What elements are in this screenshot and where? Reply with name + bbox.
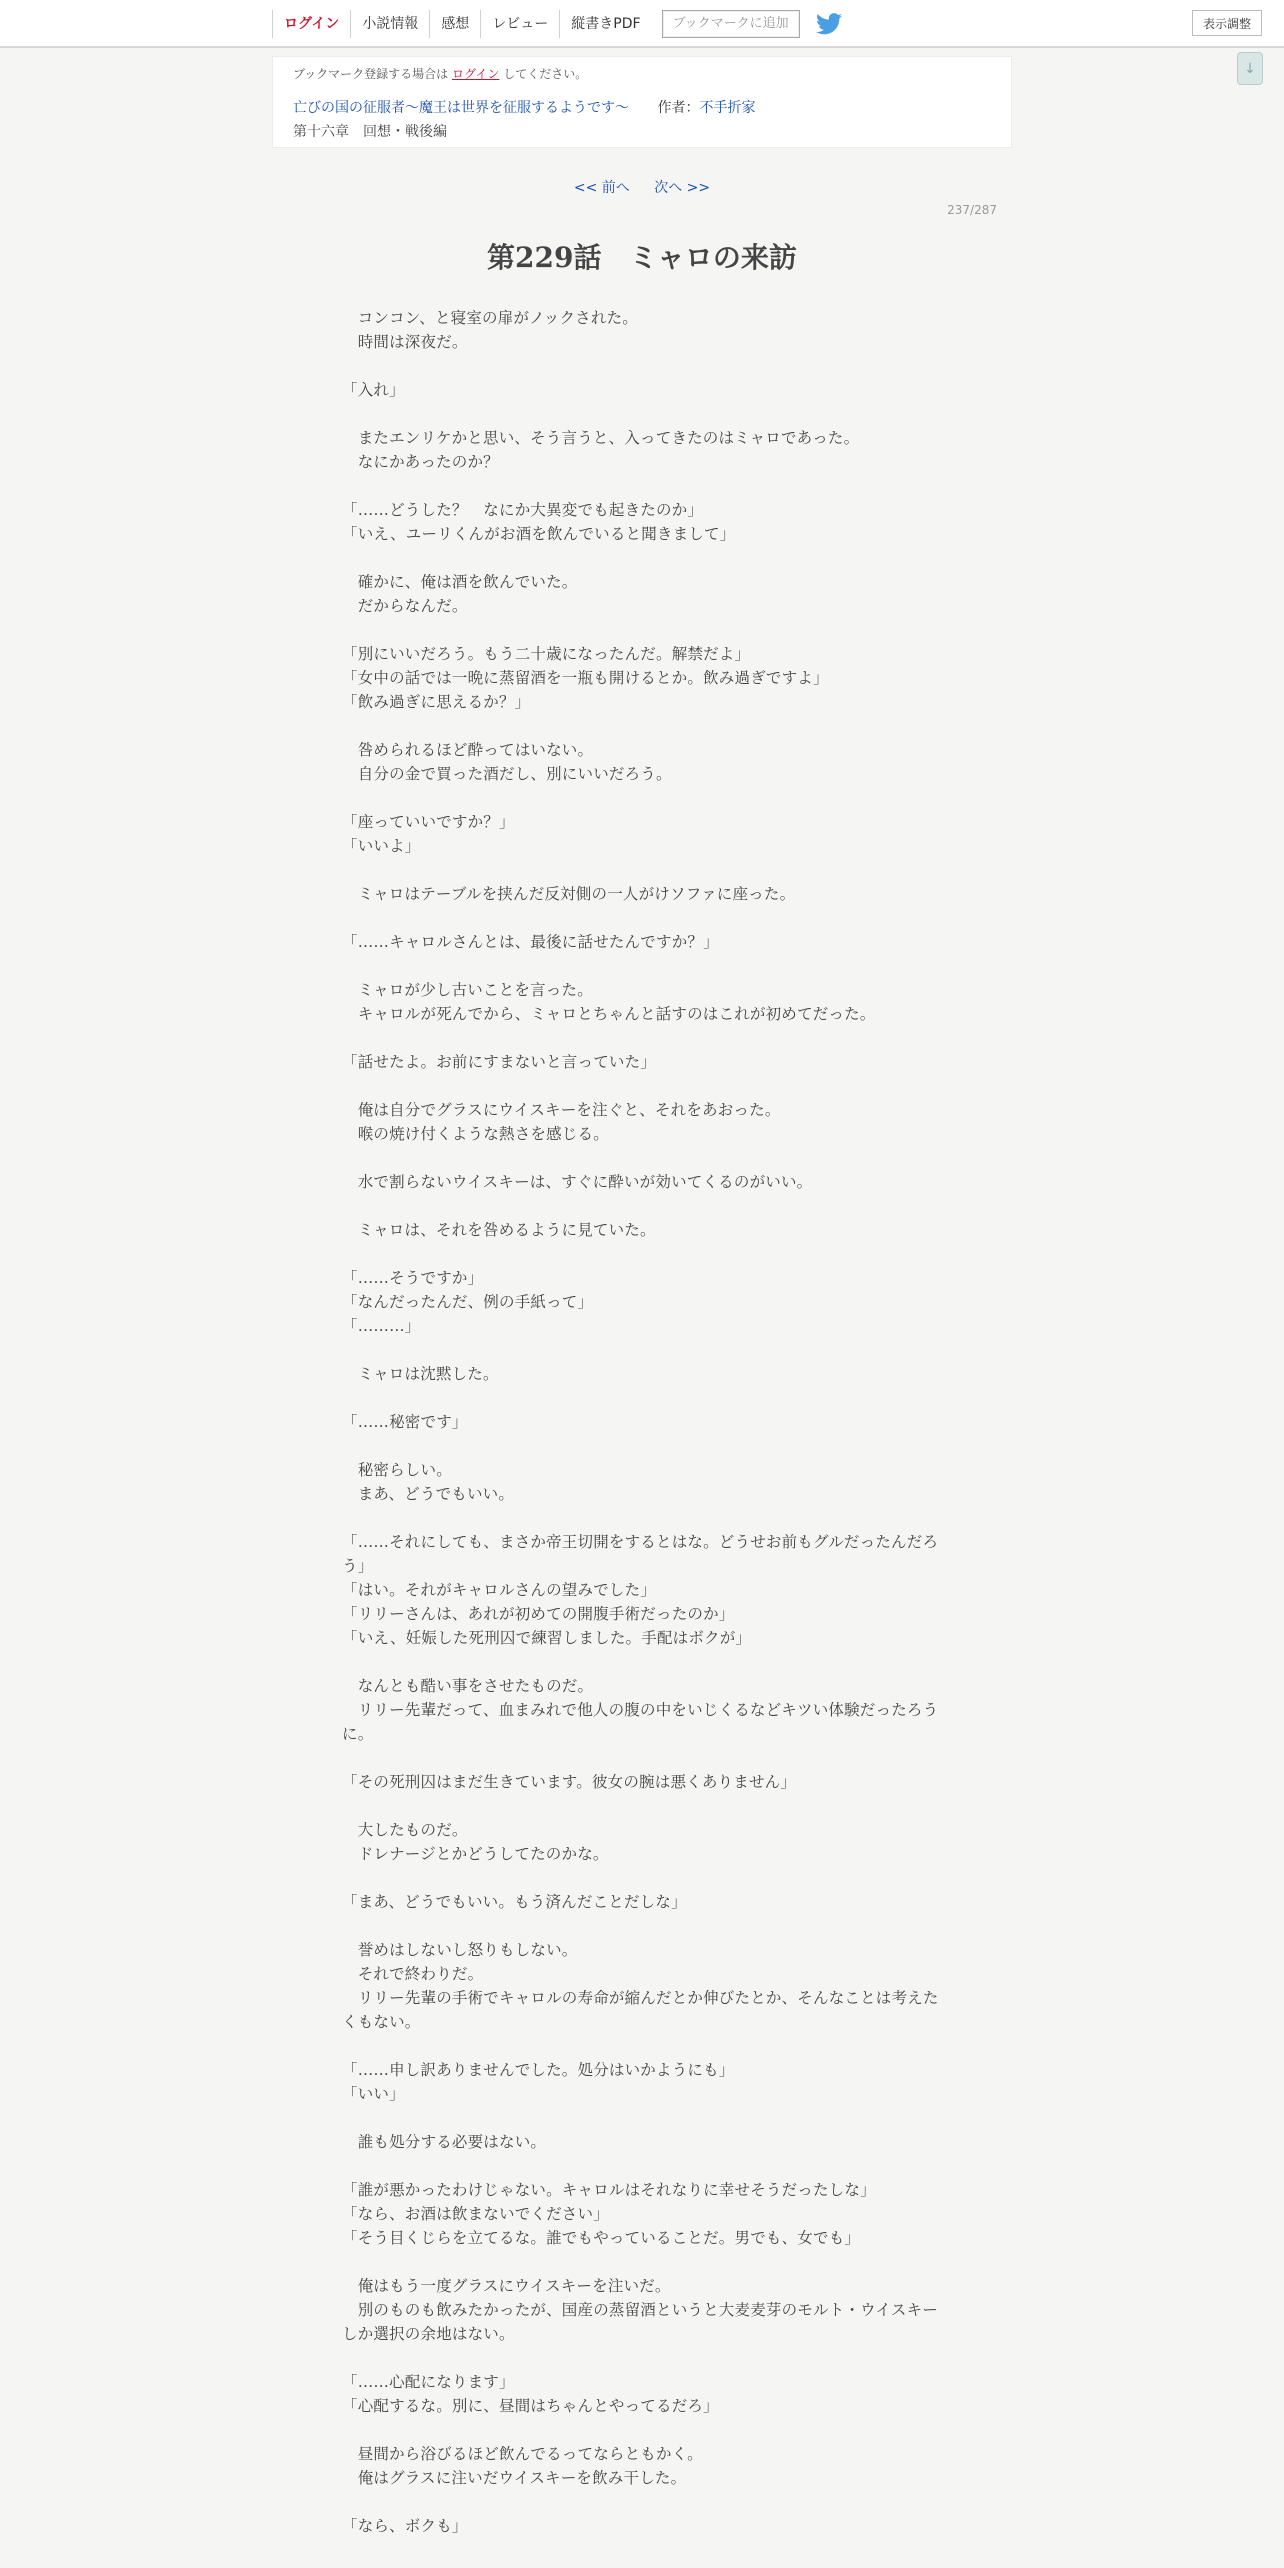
body-line: [342, 618, 942, 642]
series-title-link[interactable]: 亡びの国の征服者～魔王は世界を征服するようです～: [293, 100, 629, 116]
body-line: リリー先輩だって、血まみれで他人の腹の中をいじくるなどキツい体験だったろうに。: [342, 1701, 939, 1743]
notice-prefix: ブックマーク登録する場合は: [293, 67, 449, 81]
body-line: [342, 2106, 942, 2130]
nav-menu: [272, 10, 842, 38]
nav-impressions-link[interactable]: 感想: [429, 10, 480, 38]
body-line: 「座っていいですか？」: [342, 813, 515, 831]
body-line: 「……どうした？ なにか大異変でも起きたのか」: [342, 501, 704, 519]
body-line: 自分の金で買った酒だし、別にいいだろう。: [342, 765, 672, 783]
body-line: 秘密らしい。: [342, 1461, 452, 1479]
body-line: 喉の焼け付くような熱さを感じる。: [342, 1125, 609, 1143]
nav-pdf-link[interactable]: 縦書きPDF: [559, 10, 651, 38]
body-line: 昼間から浴びるほど飲んでるってならともかく。: [342, 2445, 703, 2463]
body-line: [342, 474, 942, 498]
body-line: なにかあったのか？: [342, 453, 499, 471]
body-line: [342, 1650, 942, 1674]
body-line: [342, 2154, 942, 2178]
body-line: 時間は深夜だ。: [342, 333, 468, 351]
author-label: 作者：: [657, 100, 700, 116]
body-line: [342, 714, 942, 738]
scroll-down-button[interactable]: ↓: [1237, 52, 1263, 85]
episode-title: 第229話 ミャロの来訪: [487, 241, 797, 274]
body-line: 誉めはしないし怒りもしない。: [342, 1941, 578, 1959]
episode-count: 237/287: [947, 203, 997, 217]
body-line: 「入れ」: [342, 381, 405, 399]
body-line: 「その死刑囚はまだ生きています。彼女の腕は悪くありません」: [342, 1773, 797, 1791]
body-line: 「飲み過ぎに思えるか？」: [342, 693, 531, 711]
body-line: 「いえ、妊娠した死刑囚で練習しました。手配はボクが」: [342, 1629, 752, 1647]
body-line: [342, 954, 942, 978]
body-line: 別のものも飲みたかったが、国産の蒸留酒というと大麦麦芽のモルト・ウイスキーしか選択の余地はない。: [342, 2301, 938, 2343]
body-line: 水で割らないウイスキーは、すぐに酔いが効いてくるのがいい。: [342, 1173, 813, 1191]
novel-header-box: [272, 56, 1012, 148]
body-line: 「いい」: [342, 2085, 405, 2103]
body-line: コンコン、と寝室の扉がノックされた。: [342, 309, 638, 327]
body-line: 「……申し訳ありませんでした。処分はいかようにも」: [342, 2061, 735, 2079]
body-line: 俺はもう一度グラスにウイスキーを注いだ。: [342, 2277, 671, 2295]
bookmark-login-notice: [293, 65, 587, 82]
body-line: リリー先輩の手術でキャロルの寿命が縮んだとか伸びたとか、そんなことは考えたくもない。: [342, 1989, 939, 2031]
body-line: 「誰が悪かったわけじゃない。キャロルはそれなりに幸せそうだったしな」: [342, 2181, 876, 2199]
body-line: 「はい。それがキャロルさんの望みでした」: [342, 1581, 657, 1599]
chapter-title: 第十六章 回想・戦後編: [293, 124, 447, 140]
body-line: 「……心配になります」: [342, 2373, 515, 2391]
body-line: [342, 1506, 942, 1530]
body-line: だからなんだ。: [342, 597, 468, 615]
nav-novel-info-link[interactable]: 小説情報: [350, 10, 429, 38]
prev-episode-link[interactable]: << 前へ: [573, 180, 630, 196]
body-line: 「リリーさんは、あれが初めての開腹手術だったのか」: [342, 1605, 735, 1623]
body-line: [342, 1242, 942, 1266]
body-line: [342, 402, 942, 426]
body-line: 確かに、俺は酒を飲んでいた。: [342, 573, 578, 591]
body-line: ミャロが少し古いことを言った。: [342, 981, 593, 999]
body-line: キャロルが死んでから、ミャロとちゃんと話すのはこれが初めてだった。: [342, 1005, 876, 1023]
body-line: 誰も処分する必要はない。: [342, 2133, 547, 2151]
body-line: 「心配するな。別に、昼間はちゃんとやってるだろ」: [342, 2397, 719, 2415]
top-navigation-bar: [0, 0, 1284, 48]
body-line: [342, 858, 942, 882]
body-line: [342, 1386, 942, 1410]
body-line: なんとも酷い事をさせたものだ。: [342, 1677, 594, 1695]
body-line: [342, 1866, 942, 1890]
body-line: 「女中の話では一晩に蒸留酒を一瓶も開けるとか。飲み過ぎですよ」: [342, 669, 829, 687]
body-line: ミャロは、それを咎めるように見ていた。: [342, 1221, 656, 1239]
body-line: 「話せたよ。お前にすまないと言っていた」: [342, 1053, 657, 1071]
body-line: [342, 1338, 942, 1362]
body-line: 俺はグラスに注いだウイスキーを飲み干した。: [342, 2469, 687, 2487]
body-line: 「……秘密です」: [342, 1413, 468, 1431]
body-line: まあ、どうでもいい。: [342, 1485, 515, 1503]
bookmark-add-button[interactable]: ブックマークに追加: [662, 10, 800, 38]
body-line: またエンリケかと思い、そう言うと、入ってきたのはミャロであった。: [342, 429, 860, 447]
series-line: [293, 97, 755, 117]
body-line: 「なら、ボクも」: [342, 2517, 468, 2535]
body-line: [342, 786, 942, 810]
twitter-icon[interactable]: [816, 13, 842, 35]
body-line: 「……それにしても、まさか帝王切開をするとはな。どうせお前もグルだったんだろう」: [342, 1533, 939, 1575]
novel-body: [342, 306, 942, 2538]
body-line: 「まあ、どうでもいい。もう済んだことだしな」: [342, 1893, 687, 1911]
body-line: [342, 1914, 942, 1938]
body-line: [342, 1146, 942, 1170]
body-line: ドレナージとかどうしてたのかな。: [342, 1845, 609, 1863]
body-line: 「なら、お酒は飲まないでください」: [342, 2205, 609, 2223]
body-line: [342, 2418, 942, 2442]
body-line: [342, 906, 942, 930]
body-line: 咎められるほど酔ってはいない。: [342, 741, 594, 759]
body-line: 「そう目くじらを立てるな。誰でもやっていることだ。男でも、女でも」: [342, 2229, 861, 2247]
author-name-link[interactable]: 不手折家: [699, 100, 756, 116]
body-line: 「別にいいだろう。もう二十歳になったんだ。解禁だよ」: [342, 645, 751, 663]
notice-login-link[interactable]: ログイン: [452, 67, 500, 81]
body-line: 「………」: [342, 1317, 421, 1335]
body-line: 大したものだ。: [342, 1821, 468, 1839]
body-line: [342, 2490, 942, 2514]
display-settings-button[interactable]: 表示調整: [1192, 10, 1262, 36]
body-line: [342, 2346, 942, 2370]
body-line: 「……そうですか」: [342, 1269, 484, 1287]
body-line: [342, 354, 942, 378]
body-line: ミャロはテーブルを挟んだ反対側の一人がけソファに座った。: [342, 885, 796, 903]
body-line: [342, 1026, 942, 1050]
body-line: 「いえ、ユーリくんがお酒を飲んでいると聞きまして」: [342, 525, 736, 543]
body-line: [342, 1194, 942, 1218]
next-episode-link[interactable]: 次へ >>: [654, 180, 711, 196]
body-line: 俺は自分でグラスにウイスキーを注ぐと、それをあおった。: [342, 1101, 781, 1119]
body-line: [342, 1074, 942, 1098]
body-line: [342, 1746, 942, 1770]
body-line: 「なんだったんだ、例の手紙って」: [342, 1293, 594, 1311]
body-line: 「……キャロルさんとは、最後に話せたんですか？」: [342, 933, 719, 951]
body-line: [342, 546, 942, 570]
body-line: [342, 2250, 942, 2274]
body-line: [342, 1434, 942, 1458]
body-line: [342, 2034, 942, 2058]
nav-login-link[interactable]: ログイン: [272, 10, 350, 38]
body-line: 「いいよ」: [342, 837, 421, 855]
episode-pager: [0, 177, 1284, 197]
notice-suffix: してください。: [503, 67, 588, 81]
body-line: [342, 1794, 942, 1818]
body-line: ミャロは沈黙した。: [342, 1365, 499, 1383]
nav-review-link[interactable]: レビュー: [480, 10, 559, 38]
body-line: それで終わりだ。: [342, 1965, 484, 1983]
